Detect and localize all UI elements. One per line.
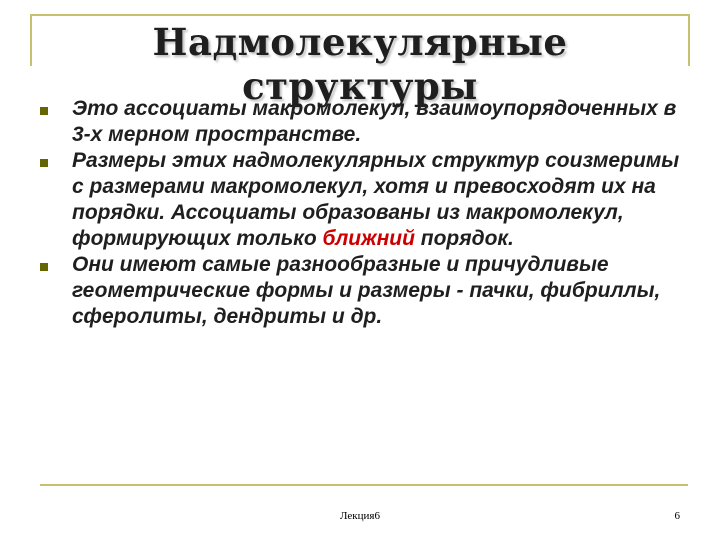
slide-title: Надмолекулярные структуры [152,20,568,108]
bullet-item-1 [40,96,680,148]
bullet-text-2-after: порядок. [414,227,514,250]
title-frame-top [30,14,690,16]
bullet-item-3 [40,252,680,330]
square-bullet-icon [40,263,48,271]
page-number: 6 [674,510,680,522]
square-bullet-icon [40,159,48,167]
footer-lecture-label: Лекция6 [340,510,380,522]
bullet-text-2-before: Размеры этих надмолекулярных структур соизмеримы с размерами макромолекул, хотя и превосходят их на порядки. Ассоциаты образованы из макромолекул, формирующих только [72,149,680,250]
square-bullet-icon [40,107,48,115]
footer-divider [40,484,688,486]
bullet-item-2 [40,148,680,252]
bullet-list [40,96,680,330]
bullet-text-1: Это ассоциаты макромолекул, взаимоупорядоченных в 3-х мерном пространстве. [72,97,677,146]
highlighted-word: ближний [322,227,415,250]
bullet-text-3: Они имеют самые разнообразные и причудливые геометрические формы и размеры - пачки, фибриллы, сферолиты, дендриты и др. [72,253,661,328]
